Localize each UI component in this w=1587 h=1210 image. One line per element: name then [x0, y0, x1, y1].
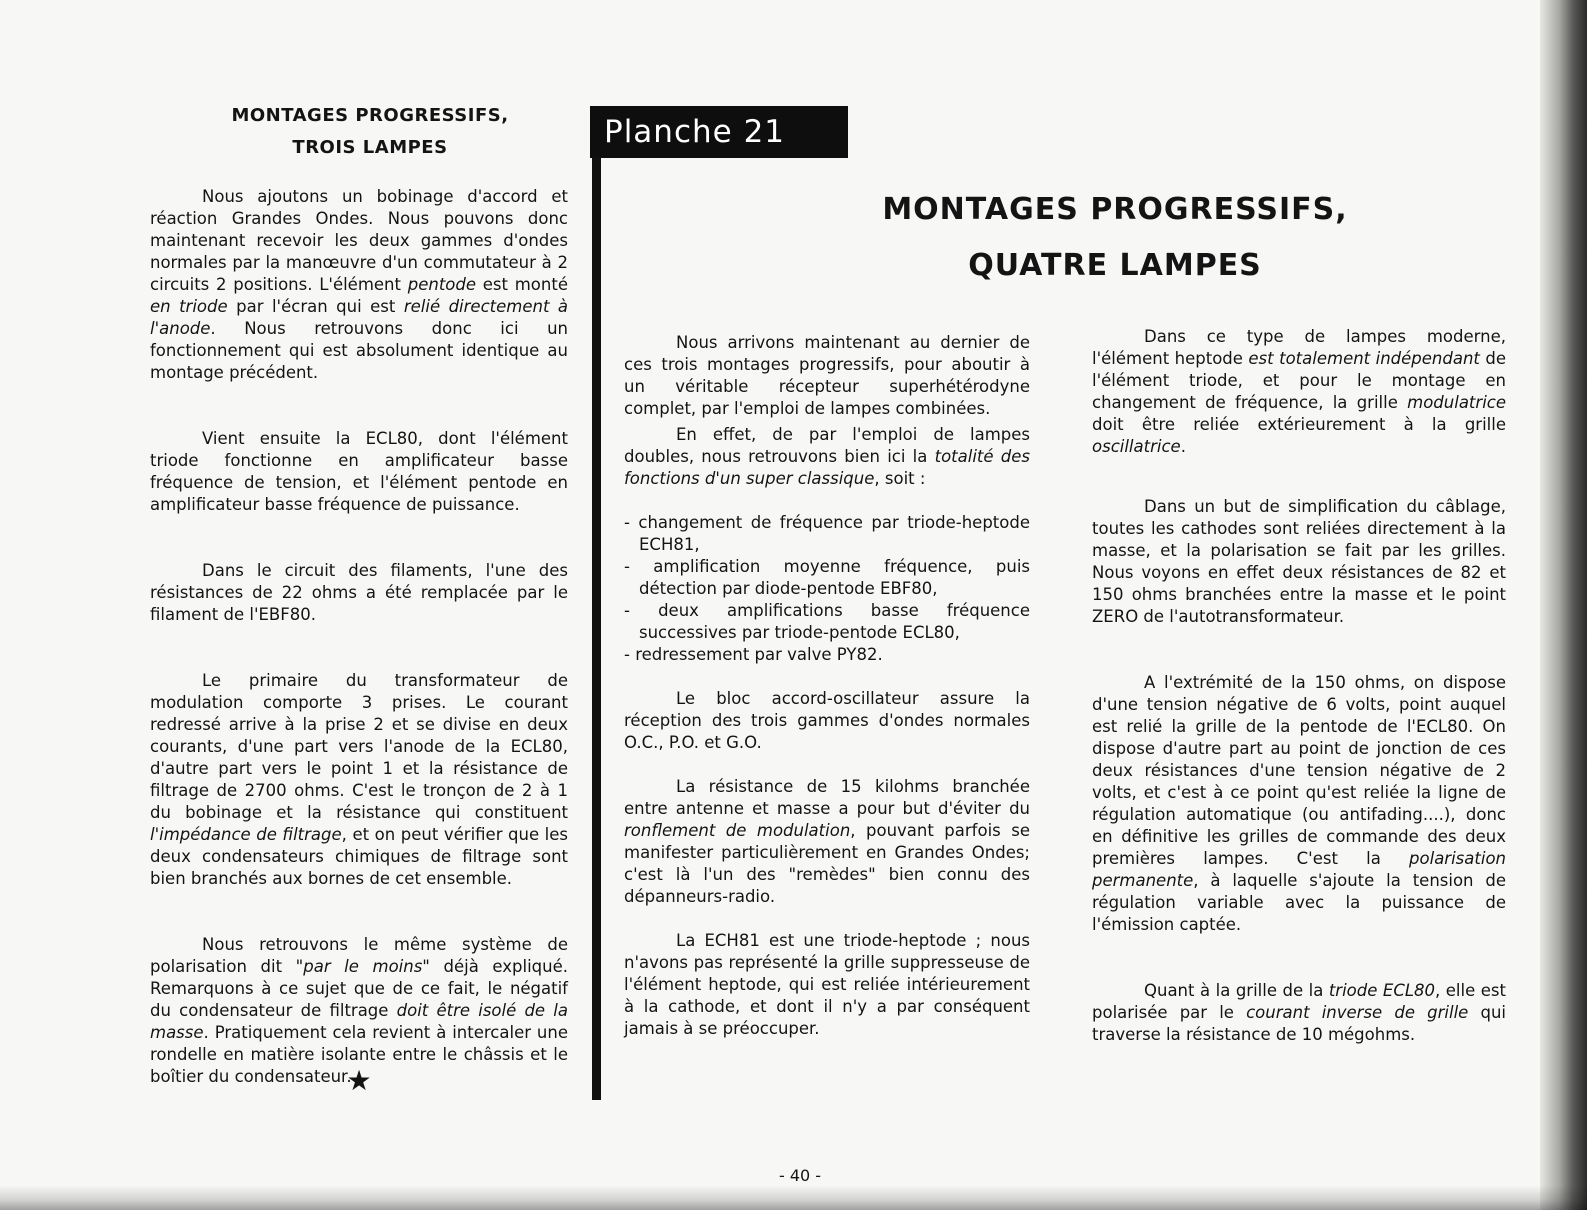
middle-paragraph-5: La ECH81 est une triode-heptode ; nous n'avons pas représenté la grille suppresseuse de l'élément heptode, qui est reliée intérieurement à la cathode, et dont il n'y a par conséquent jamais à se préoccuper. [624, 931, 1030, 1038]
left-heading-line1: MONTAGES PROGRESSIFS, [231, 105, 509, 126]
page-number: - 40 - [778, 1166, 822, 1185]
left-paragraph-4: Le primaire du transformateur de modulation comporte 3 prises. Le courant redressé arrive à la prise 2 et se divise en deux courants, d'une part vers l'anode de la ECL80, d'autre part vers le point 1 et la résistance de filtrage de 2700 ohms. C'est le tronçon de 2 à 1 du bobinage et la résistance qui constituent l'impédance de filtrage, et on peut vérifier que les deux condensateurs chimiques de filtrage sont bien branchés aux bornes de cet ensemble. [150, 671, 569, 888]
main-heading-line2: QUATRE LAMPES [968, 248, 1262, 283]
vertical-rule [592, 150, 601, 1100]
star-ornament: ★ [346, 1064, 372, 1097]
right-paragraph-4: Quant à la grille de la triode ECL80, elle est polarisée par le courant inverse de grille qui traverse la résistance de 10 mégohms. [1092, 981, 1506, 1044]
main-heading-line1: MONTAGES PROGRESSIFS, [882, 192, 1348, 227]
left-section-heading [160, 100, 580, 164]
middle-column [624, 332, 1030, 1040]
list-item: - amplification moyenne fréquence, puis détection par diode-pentode EBF80, [624, 557, 1030, 598]
left-heading-line2: TROIS LAMPES [292, 137, 448, 158]
right-paragraph-2: Dans un but de simplification du câblage, toutes les cathodes sont reliées directement à la masse, et la polarisation se fait par les grilles. Nous voyons en effet deux résistances de 82 et 150 ohms branchées entre la masse et le point ZERO de l'autotransformateur. [1092, 497, 1506, 626]
left-paragraph-5: Nous retrouvons le même système de polarisation dit "par le moins" déjà expliqué. Remarquons à ce sujet que de ce fait, le négatif du condensateur de filtrage doit être isolé de la masse. Pratiquement cela revient à intercaler une rondelle en matière isolante entre le châssis et le boîtier du condensateur. [150, 935, 568, 1086]
function-list [624, 512, 1030, 666]
left-column [150, 186, 568, 1088]
list-item: - deux amplifications basse fréquence successives par triode-pentode ECL80, [624, 601, 1030, 642]
middle-paragraph-1: Nous arrivons maintenant au dernier de ces trois montages progressifs, pour aboutir à un véritable récepteur superhétérodyne complet, par l'emploi de lampes combinées. [624, 333, 1030, 418]
list-item: - changement de fréquence par triode-heptode ECH81, [624, 513, 1030, 554]
list-item: - redressement par valve PY82. [624, 645, 883, 664]
book-spine-shadow [1540, 0, 1587, 1210]
right-paragraph-1: Dans ce type de lampes moderne, l'élément heptode est totalement indépendant de l'élément triode, et pour le montage en changement de fréquence, la grille modulatrice doit être reliée extérieurement à la grille oscillatrice. [1092, 327, 1507, 456]
middle-paragraph-4: La résistance de 15 kilohms branchée entre antenne et masse a pour but d'éviter du ronflement de modulation, pouvant parfois se manifester particulièrement en Grandes Ondes; c'est là l'un des "remèdes" bien connu des dépanneurs-radio. [624, 777, 1030, 906]
page-bottom-shadow [0, 1185, 1587, 1210]
right-paragraph-3: A l'extrémité de la 150 ohms, on dispose d'une tension négative de 6 volts, point auquel est relié la grille de la pentode de l'ECL80. On dispose d'autre part au point de jonction de ces deux résistances d'une tension négative de 2 volts, et c'est à ce point qu'est reliée la ligne de régulation automatique (ou antifading....), donc en définitive les grilles de commande des deux premières lampes. C'est la polarisation permanente, à laquelle s'ajoute la tension de régulation variable avec la puissance de l'émission captée. [1092, 673, 1506, 934]
middle-paragraph-2: En effet, de par l'emploi de lampes doubles, nous retrouvons bien ici la totalité des fonctions d'un super classique, soit : [624, 425, 1030, 488]
main-heading [800, 182, 1430, 294]
left-paragraph-1: Nous ajoutons un bobinage d'accord et réaction Grandes Ondes. Nous pouvons donc maintenant recevoir les deux gammes d'ondes normales par la manœuvre d'un commutateur à 2 circuits 2 positions. L'élément pentode est monté en triode par l'écran qui est relié directement à l'anode. Nous retrouvons donc ici un fonctionnement qui est absolument identique au montage précédent. [150, 187, 568, 382]
middle-paragraph-3: Le bloc accord-oscillateur assure la réception des trois gammes d'ondes normales O.C., P.O. et G.O. [624, 689, 1030, 752]
right-column [1092, 326, 1506, 1046]
left-paragraph-2: Vient ensuite la ECL80, dont l'élément triode fonctionne en amplificateur basse fréquence de tension, et l'élément pentode en amplificateur basse fréquence de puissance. [150, 429, 568, 514]
left-paragraph-3: Dans le circuit des filaments, l'une des résistances de 22 ohms a été remplacée par le filament de l'EBF80. [150, 561, 568, 624]
plate-label: Planche 21 [590, 106, 848, 158]
